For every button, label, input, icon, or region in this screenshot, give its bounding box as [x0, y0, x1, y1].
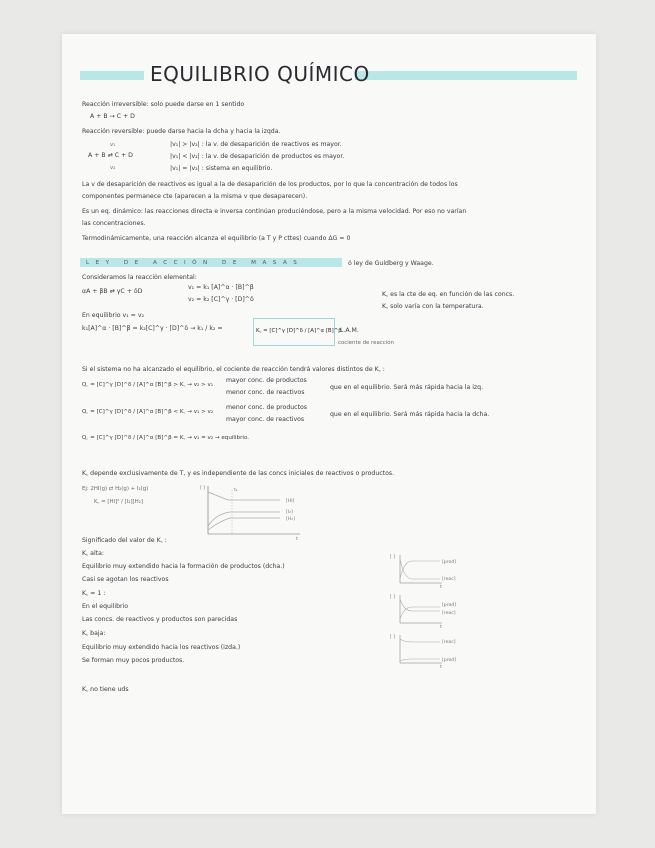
- case-v2-greater: |v₁| < |v₂| : la v. de desaparición de productos es mayor.: [170, 153, 345, 160]
- kc-high-graph-y-label: [ ]: [390, 555, 396, 560]
- lam-heading-suffix: ó ley de Guldberg y Waage.: [348, 260, 434, 267]
- quotient-greater-reactants: menor conc. de reactivos: [226, 389, 305, 396]
- quotient-less-products: menor conc. de productos: [226, 404, 308, 411]
- v1-arrow-label: v₁: [110, 142, 116, 148]
- title-highlight-left: [80, 71, 144, 80]
- equilibrium-equation: k₁[A]^α · [B]^β = k₂[C]^γ · [D]^δ → k₁ / k₂ =: [82, 325, 223, 332]
- hi-example-kc: K꜀ = [HI]² / [I₂][H₂]: [94, 499, 143, 505]
- kc-high-line-2: Casi se agotan los reactivos: [82, 576, 169, 583]
- kc-high-graph-reac-label: [reac]: [442, 577, 456, 582]
- kc-expression: K꜀ = [C]^γ [D]^δ / [A]^α [B]^β: [256, 328, 342, 334]
- kc-low-graph-y-label: [ ]: [390, 635, 396, 640]
- hi-graph-t1-label: t₁: [234, 488, 238, 493]
- kc-high-line-1: Equilibrio muy extendido hacia la formación de productos (dcha.): [82, 563, 285, 570]
- v2-arrow-label: v₂: [110, 165, 116, 171]
- paragraph-2-line-1: Es un eq. dinámico: las reacciones directa e inversa continúan produciéndose, pero a la misma velocidad. Por eso no varían: [82, 208, 467, 215]
- kc-one-graph-reac-label: [reac]: [442, 611, 456, 616]
- kc-one-graph-t-label: t: [440, 625, 442, 630]
- kc-one-graph-y-label: [ ]: [390, 595, 396, 600]
- kc-one-line-2: Las concs. de reactivos y productos son parecidas: [82, 616, 238, 623]
- hi-graph-t-label: t: [296, 537, 298, 542]
- title-highlight-right: [355, 71, 577, 80]
- kc-high-graph-prod-label: [prod]: [442, 560, 457, 565]
- equilibrium-condition: En equilibrio v₁ = v₂: [82, 312, 144, 319]
- kc-low-line-1: Equilibrio muy extendido hacia los reactivos (izda.): [82, 644, 241, 651]
- kc-one-label: K꜀ ≈ 1 :: [82, 590, 106, 597]
- quotient-case-less: Q꜀ = [C]^γ [D]^δ / [A]^α [B]^β < K꜀ → v₁ > v₂: [82, 409, 214, 415]
- kc-low-label: K꜀ baja:: [82, 630, 106, 637]
- reaction-quotient-tag: cociente de reacción: [338, 340, 394, 346]
- quotient-greater-conclusion: que en el equilibrio. Será más rápida hacia la izq.: [330, 384, 484, 391]
- direct-rate: v₁ = k₁ [A]^α · [B]^β: [188, 284, 254, 291]
- hi-graph-y-label: [ ]: [200, 486, 206, 491]
- significance-heading: Significado del valor de K꜀ :: [82, 537, 167, 544]
- kc-high-label: K꜀ alta:: [82, 550, 104, 557]
- general-reaction: αA + βB ⇄ γC + δD: [82, 288, 143, 295]
- page-title: EQUILIBRIO QUÍMICO: [150, 62, 370, 86]
- lam-heading: LEY DE ACCIÓN DE MASAS: [86, 260, 304, 266]
- consider-elemental-reaction: Consideramos la reacción elemental:: [82, 274, 197, 281]
- kc-low-line-2: Se forman muy pocos productos.: [82, 657, 185, 664]
- kc-low-graph-reac-label: [reac]: [442, 640, 456, 645]
- kc-one-graph-prod-label: [prod]: [442, 603, 457, 608]
- kc-note-1: K꜀ es la cte de eq. en función de las concs.: [382, 291, 515, 298]
- kc-no-units: K꜀ no tiene uds: [82, 686, 129, 693]
- kc-low-graph-prod-label: [prod]: [442, 658, 457, 663]
- reversible-definition: Reacción reversible: puede darse hacia la dcha y hacia la izqda.: [82, 128, 281, 135]
- quotient-case-equal: Q꜀ = [C]^γ [D]^δ / [A]^α [B]^β = K꜀ → v₁ = v₂ → equilibrio.: [82, 435, 250, 441]
- kc-high-graph: [390, 553, 470, 589]
- hi-example-reaction: Ej: 2HI(g) ⇄ H₂(g) + I₂(g): [82, 486, 149, 492]
- paragraph-2-line-2: las concentraciones.: [82, 220, 146, 227]
- quotient-intro: Si el sistema no ha alcanzado el equilibrio, el cociente de reacción tendrá valores distintos de K꜀ :: [82, 366, 385, 373]
- lam-tag: L.A.M.: [340, 327, 359, 334]
- kc-one-graph: [390, 593, 470, 629]
- kc-low-graph-t-label: t: [440, 665, 442, 670]
- kc-high-graph-t-label: t: [440, 585, 442, 590]
- quotient-case-greater: Q꜀ = [C]^γ [D]^δ / [A]^α [B]^β > K꜀ → v₂ > v₁: [82, 382, 214, 388]
- hi-graph-i2-label: [I₂]: [286, 510, 293, 515]
- paragraph-3: Termodinámicamente, una reacción alcanza el equilibrio (a T y P cttes) cuando ΔG = 0: [82, 235, 351, 242]
- case-equal: |v₁| = |v₂| : sistema en equilibrio.: [170, 165, 273, 172]
- hi-concentration-graph: [200, 482, 310, 542]
- case-v1-greater: |v₁| > |v₂| : la v. de desaparición de reactivos es mayor.: [170, 141, 342, 148]
- quotient-less-conclusion: que en el equilibrio. Será más rápida hacia la dcha.: [330, 411, 490, 418]
- hi-graph-h2-label: [H₂]: [286, 517, 295, 522]
- irreversible-definition: Reacción irreversible: solo puede darse en 1 sentido: [82, 101, 245, 108]
- kc-low-graph: [390, 633, 470, 669]
- irreversible-equation: A + B → C + D: [90, 113, 135, 120]
- inverse-rate: v₂ = k₂ [C]^γ · [D]^δ: [188, 296, 254, 303]
- quotient-greater-products: mayor conc. de productos: [226, 377, 307, 384]
- hi-graph-hi-label: [HI]: [286, 499, 295, 504]
- quotient-less-reactants: mayor conc. de reactivos: [226, 416, 305, 423]
- paragraph-1-line-1: La v de desaparición de reactivos es igual a la de desaparición de los productos, por lo que la concentración de todos los: [82, 181, 458, 188]
- kc-temperature-dependence: K꜀ depende exclusivamente de T, y es independiente de las concs iniciales de reactivos o productos.: [82, 470, 395, 477]
- notebook-page: [62, 34, 596, 814]
- kc-one-line-1: En el equilibrio: [82, 603, 129, 610]
- kc-note-2: K꜀ solo varía con la temperatura.: [382, 303, 484, 310]
- paragraph-1-line-2: componentes permanece cte (aparecen a la misma v que desaparecen).: [82, 193, 308, 200]
- reversible-equation: A + B ⇄ C + D: [88, 152, 133, 159]
